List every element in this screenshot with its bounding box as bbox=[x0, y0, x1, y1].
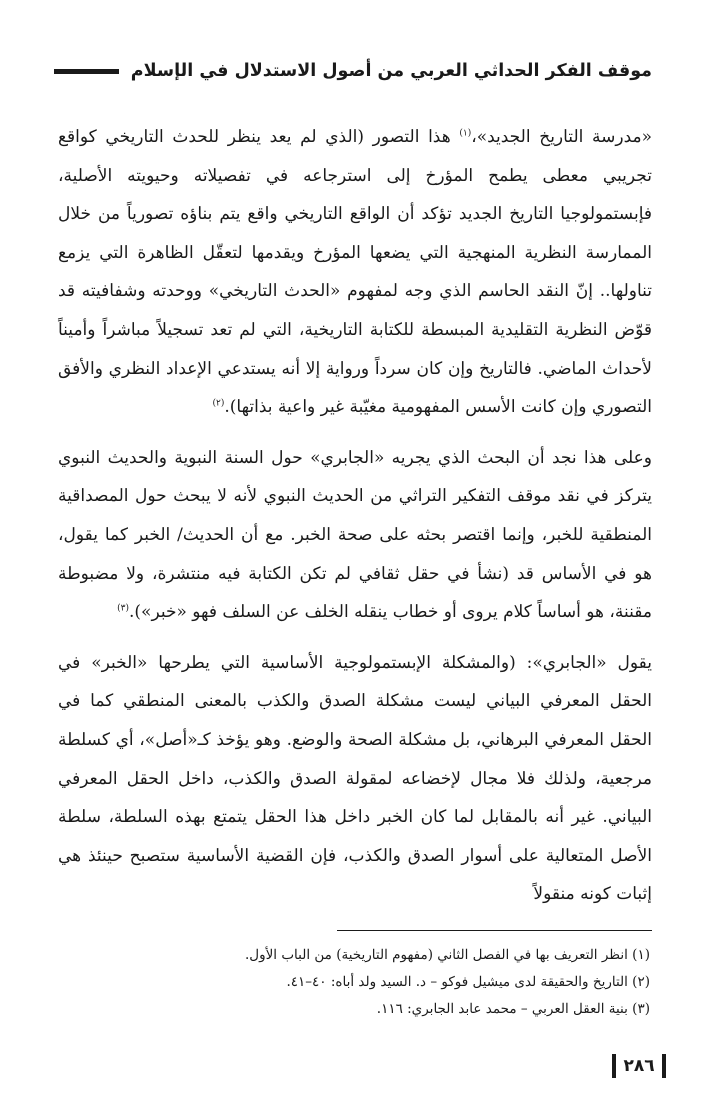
footnotes bbox=[58, 942, 650, 1023]
header-rule bbox=[54, 69, 119, 74]
paragraph-text: يقول «الجابري»: (والمشكلة الإبستمولوجية الأساسية التي يطرحها «الخبر» في الحقل المعرفي البياني ليست مشكلة الصدق والكذب بالمعنى المنطقي كما في الحقل المعرفي البرهاني، بل مشكلة الصحة والوضع. وهو يؤخذ كـ«أصل»، أي كسلطة مرجعية، ولذلك فلا مجال لإخضاعه لمقولة الصدق والكذب، داخل الحقل المعرفي البياني. غير أنه بالمقابل لما كان الخبر داخل هذا الحقل يتمتع بهذه السلطة، سلطة الأصل المتعالية على أسوار الصدق والكذب، فإن القضية الأساسية ستصبح حينئذ هي إثبات كونه منقولاً bbox=[58, 652, 652, 905]
footnote-marker: (٢) bbox=[212, 398, 225, 409]
footnote: (٣) بنية العقل العربي – محمد عابد الجابري: ١١٦. bbox=[376, 1001, 650, 1017]
footnote: (١) انظر التعريف بها في الفصل الثاني (مفهوم التاريخية) من الباب الأول. bbox=[244, 947, 650, 963]
footnote: (٢) التاريخ والحقيقة لدى ميشيل فوكو – د. السيد ولد أباه: ٤٠–٤١. bbox=[286, 974, 650, 990]
footnote-marker: (١) bbox=[459, 128, 472, 139]
paragraph-text: وعلى هذا نجد أن البحث الذي يجريه «الجابري» حول السنة النبوية والحديث النبوي يتركز في نقد موقف التفكير التراثي من الحديث النبوي لأنه لا يبحث حول المصداقية المنطقية للخبر، وإنما اقتصر بحثه على صحة الخبر. مع أن الحديث/ الخبر كما يقول، هو في الأساس قد (نشأ في حقل ثقافي لم تكن الكتابة فيه منتشرة، ولا مضبوطة مقننة، هو أساساً كلام يروى أو خطاب ينقله الخلف عن السلف فهو «خبر»). bbox=[58, 447, 652, 623]
footnote-marker: (٣) bbox=[117, 603, 130, 614]
page-number: ٢٨٦ bbox=[612, 1054, 666, 1078]
paragraph bbox=[58, 644, 652, 914]
paragraph bbox=[58, 118, 652, 427]
paragraph bbox=[58, 439, 652, 632]
running-header-title: موقف الفكر الحداثي العربي من أصول الاستدلال في الإسلام bbox=[130, 61, 652, 81]
body-text bbox=[58, 118, 652, 924]
paragraph-text: هذا التصور (الذي لم يعد ينظر للحدث التاريخي كواقع تجريبي معطى يطمح المؤرخ إلى استرجاعه في تفصيلاته وحيويته الأصلية، فإبستمولوجيا التاريخ الجديد تؤكد أن الواقع التاريخي واقع يتم بناؤه تصورياً من خلال الممارسة النظرية المنهجية التي يضعها المؤرخ ويقدمها لتعقّل الظاهرة التي يزمع تناولها.. إنّ النقد الحاسم الذي وجه لمفهوم «الحدث التاريخي» ووحدته وشفافيته قد قوّض النظرية التقليدية المبسطة للكتابة التاريخية، التي لم تعد تسجيلاً مباشراً وأميناً لأحداث الماضي. فالتاريخ وإن كان سرداً ورواية إلا أنه يستدعي الإعداد النظري والأفق التصوري وإن كانت الأسس المفهومية مغيّبة غير واعية بذاتها). bbox=[58, 127, 652, 418]
running-header bbox=[54, 56, 652, 86]
footnote-separator bbox=[337, 930, 652, 931]
paragraph-text: «مدرسة التاريخ الجديد»، bbox=[471, 127, 652, 147]
